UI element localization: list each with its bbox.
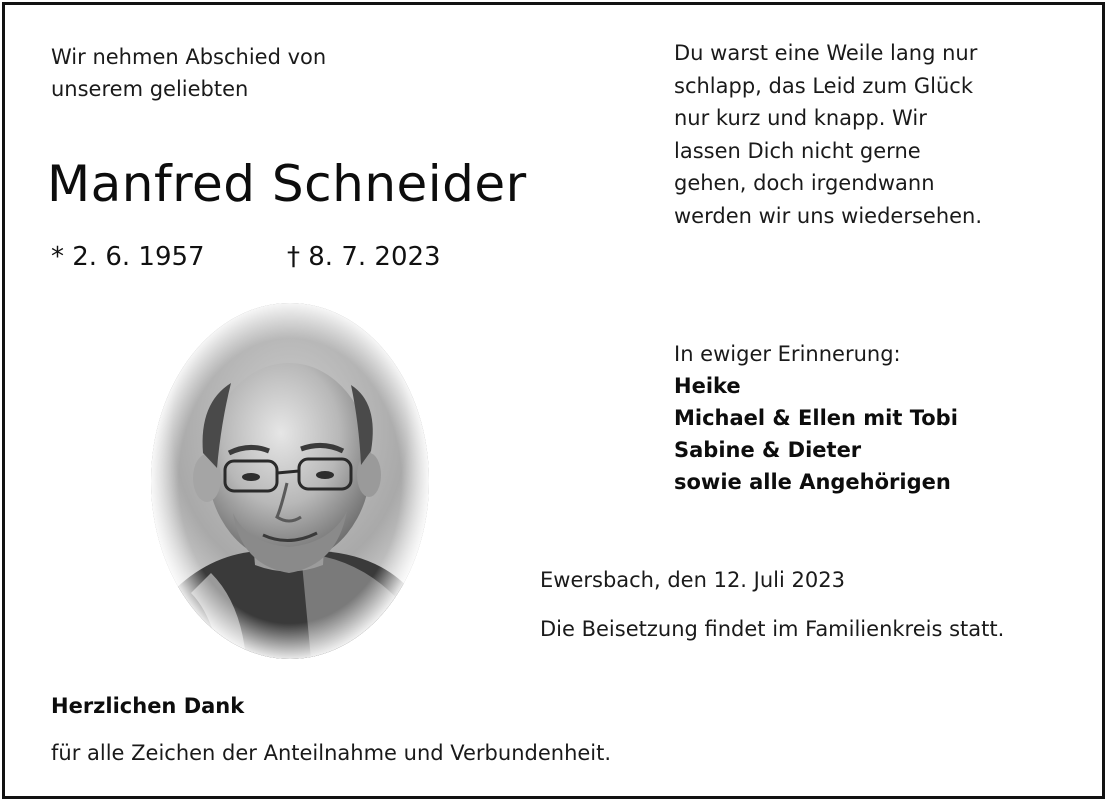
poem-text — [674, 37, 982, 232]
place-and-date: Ewersbach, den 12. Juli 2023 — [540, 568, 845, 592]
poem-line: nur kurz und knapp. Wir — [674, 106, 927, 130]
poem-line: gehen, doch irgendwann — [674, 171, 935, 195]
intro-line-1: Wir nehmen Abschied von — [51, 45, 327, 69]
burial-note: Die Beisetzung findet im Familienkreis statt. — [540, 617, 1005, 641]
thanks-text: für alle Zeichen der Anteilnahme und Verbundenheit. — [51, 741, 612, 765]
obituary-frame — [2, 2, 1105, 799]
mourner-name: Michael & Ellen mit Tobi — [674, 406, 958, 430]
poem-line: lassen Dich nicht gerne — [674, 138, 921, 163]
mourner-name: sowie alle Angehörigen — [674, 470, 951, 494]
mourner-name: Heike — [674, 374, 741, 398]
thanks-heading: Herzlichen Dank — [51, 694, 245, 718]
intro-text — [51, 41, 326, 105]
portrait-image — [151, 303, 429, 659]
deceased-name: Manfred Schneider — [47, 155, 527, 213]
death-date: † 8. 7. 2023 — [287, 242, 441, 272]
poem-line: Du warst eine Weile lang nur — [674, 41, 978, 65]
mourner-name: Sabine & Dieter — [674, 438, 862, 462]
portrait-photo — [151, 303, 429, 659]
intro-line-2: unserem geliebten — [51, 77, 249, 101]
memory-heading: In ewiger Erinnerung: — [674, 342, 901, 366]
birth-date: * 2. 6. 1957 — [51, 242, 205, 272]
poem-line: schlapp, das Leid zum Glück — [674, 73, 974, 98]
poem-line: werden wir uns wiedersehen. — [674, 203, 983, 228]
mourners-block — [674, 338, 958, 498]
